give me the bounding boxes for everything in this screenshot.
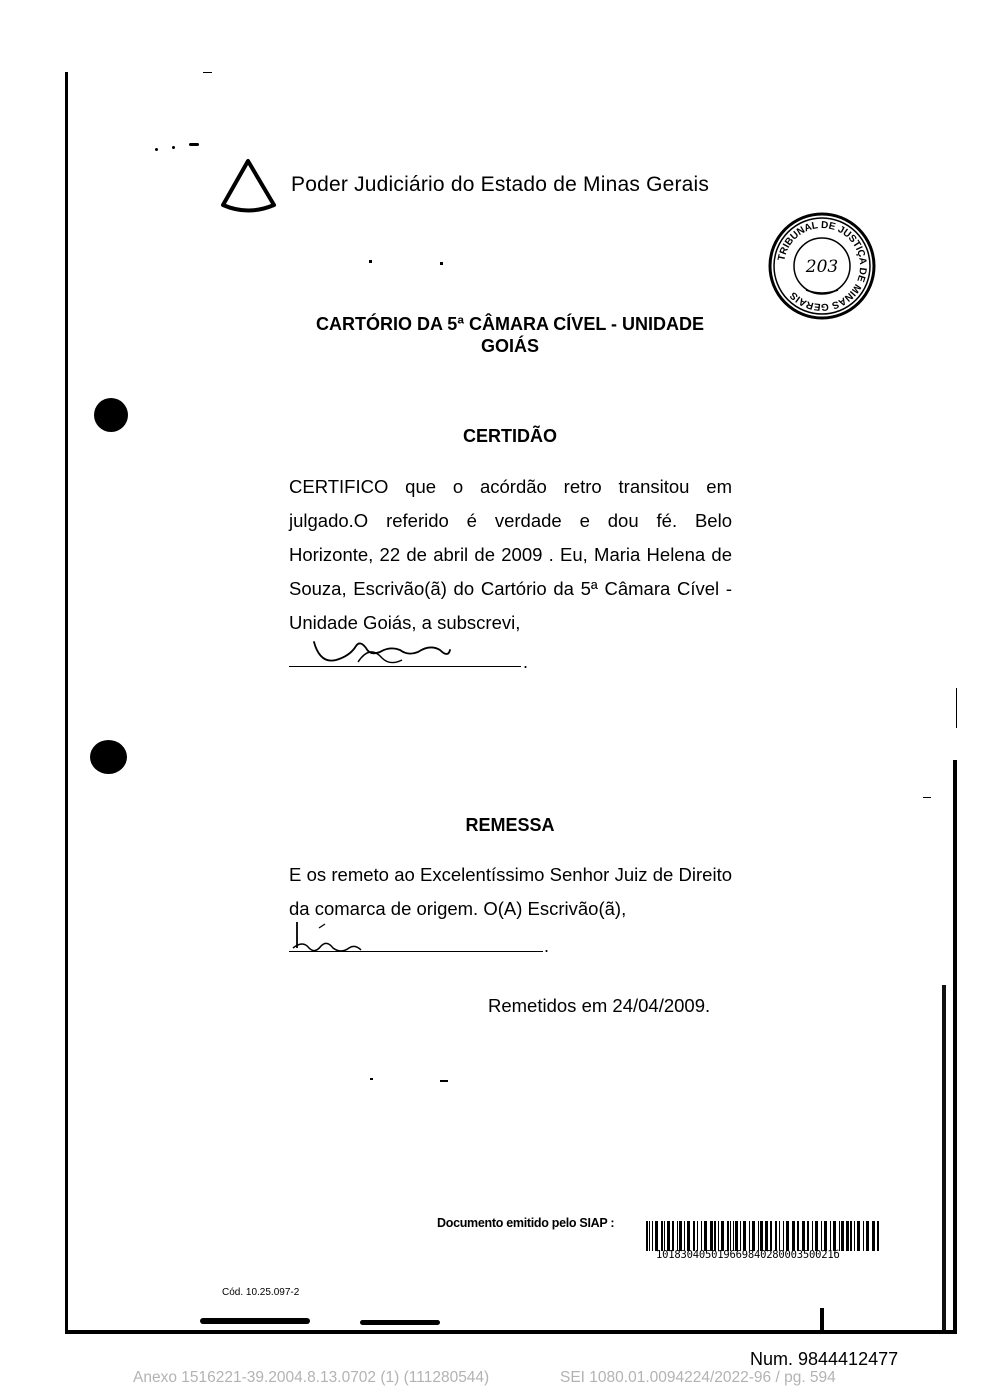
scan-border-right [953,760,957,1332]
barcode-bar [802,1221,805,1251]
siap-label: Documento emitido pelo SIAP : [437,1216,615,1230]
seal-ring-text: TRIBUNAL DE JUSTIÇA DE MINAS GERAIS [776,219,869,313]
remessa-title: REMESSA [465,815,555,835]
office-heading-line1: CARTÓRIO DA 5ª CÂMARA CÍVEL - UNIDADE [315,314,704,334]
barcode-bar [786,1221,789,1251]
seal-page-number: 203 [805,257,839,277]
punch-hole-bottom [90,740,127,774]
barcode-bar [866,1221,869,1251]
barcode-bar [687,1221,690,1251]
document-number: Num. 9844412477 [750,1349,899,1369]
barcode-bar [727,1221,729,1251]
barcode-bar [701,1221,702,1251]
triangle-logo-icon [217,158,279,214]
scan-speck [155,148,158,151]
barcode-bar [824,1221,827,1251]
signature-end-mark: . [523,652,529,672]
scan-speck [172,146,175,149]
scan-speck [360,1320,440,1325]
barcode-bar [765,1221,768,1251]
barcode-bar [718,1221,719,1251]
barcode-bar [714,1221,716,1251]
barcode-bar [877,1221,879,1251]
sei-reference: SEI 1080.01.0094224/2022-96 / pg. 594 [560,1369,836,1386]
office-heading-line2: GOIÁS [480,336,539,356]
barcode-bar [679,1221,682,1251]
scan-speck [370,1078,373,1080]
barcode-bar [792,1221,795,1251]
barcode-bar [854,1221,855,1251]
dispatch-date: Remetidos em 24/04/2009. [488,995,711,1016]
barcode-bar [721,1221,724,1251]
barcode-bar [846,1221,849,1251]
barcode-bar [807,1221,809,1251]
barcode-bar [797,1221,799,1251]
barcode-bar [839,1221,840,1251]
barcode-bar [655,1221,658,1251]
scan-speck [189,143,199,146]
barcode-bar [830,1221,831,1251]
barcode-bar [779,1221,780,1251]
scan-speck [369,260,372,263]
barcode-bar [743,1221,746,1251]
institution-name: Poder Judiciário do Estado de Minas Gerais [291,173,710,196]
scan-speck [923,797,931,798]
barcode-bar [704,1221,707,1251]
barcode-bar [863,1221,864,1251]
annex-reference: Anexo 1516221-39.2004.8.13.0702 (1) (111280544) [133,1369,490,1386]
barcode-bar [833,1221,836,1251]
barcode-bar [649,1221,650,1251]
barcode-bar [646,1221,648,1251]
barcode-bar [733,1221,734,1251]
scan-border-left [65,72,68,1334]
scan-speck [440,262,443,265]
barcode-bar [857,1221,860,1251]
certidao-title: CERTIDÃO [463,426,557,446]
scan-speck [440,1080,448,1082]
office-heading [270,313,750,357]
form-code: Cód. 10.25.097-2 [222,1287,300,1298]
barcode-bar [672,1221,674,1251]
signature-end-mark: . [544,936,550,956]
barcode-bar [752,1221,755,1251]
barcode-bar [735,1221,738,1251]
barcode-bar [684,1221,685,1251]
barcode-bar [677,1221,678,1251]
scan-speck [956,688,957,728]
handwritten-signature [310,634,460,674]
scan-speck [820,1308,824,1330]
scan-speck [200,1318,310,1324]
barcode-bar [872,1221,875,1251]
barcode-bar [652,1221,653,1251]
punch-hole-top [94,398,128,432]
barcode-number: 10183040501966984028000350021б [656,1249,840,1261]
barcode-bar [770,1221,772,1251]
barcode-bar [697,1221,698,1251]
court-seal-stamp [768,212,876,320]
barcode-bar [760,1221,763,1251]
barcode-bar [758,1221,759,1251]
barcode-bar [815,1221,818,1251]
scan-border-right-inner [942,985,946,1330]
barcode-bar [730,1221,731,1251]
barcode-bar [775,1221,777,1251]
barcode-bar [841,1221,844,1251]
signature-line [289,666,521,667]
barcode-bar [664,1221,665,1251]
barcode-bar [667,1221,670,1251]
barcode-bar [661,1221,663,1251]
barcode-bar [850,1221,852,1251]
scan-speck [203,72,212,73]
signature-line [289,951,543,952]
barcode-bar [749,1221,750,1251]
barcode-bar [740,1221,741,1251]
barcode-bar [710,1221,713,1251]
certidao-body: CERTIFICO que o acórdão retro transitou em julgado.O referido é verdade e dou fé. Belo Horizonte, 22 de abril de 2009 . Eu, Maria Helena de Souza, Escrivão(ã) do Cartório da 5ª Câmara Cível - Unidade Goiás, a subscrevi, [289,476,732,633]
remessa-body: E os remeto ao Excelentíssimo Senhor Juiz de Direito da comarca de origem. O(A) Escrivão(ã), [289,864,732,919]
barcode-bar [821,1221,822,1251]
barcode-bar [812,1221,813,1251]
barcode-bar [783,1221,784,1251]
barcode [646,1221,880,1251]
scan-border-bottom [65,1330,957,1334]
barcode-bar [693,1221,695,1251]
